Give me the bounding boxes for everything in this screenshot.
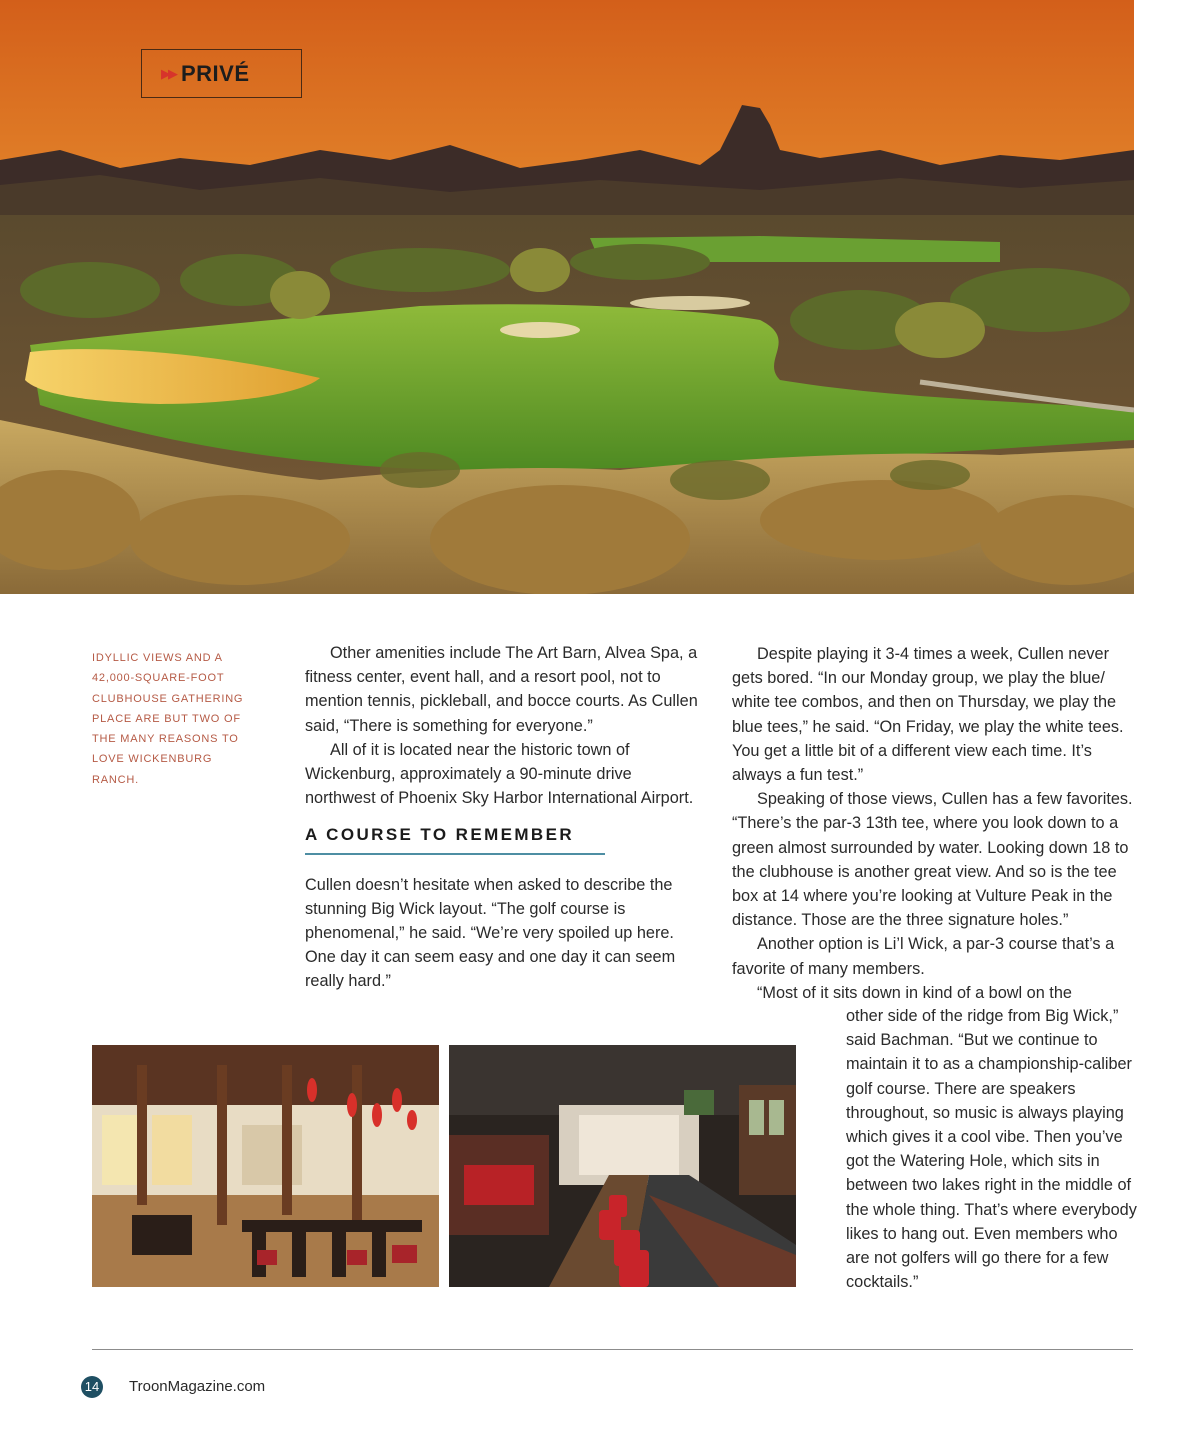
paragraph: All of it is located near the historic town of Wickenburg, approximately a 90-minute drive northwest of Phoenix Sky Harbor International Airport. xyxy=(305,740,694,808)
footer-rule xyxy=(92,1349,1133,1350)
site-url[interactable]: TroonMagazine.com xyxy=(129,1378,266,1395)
photo-caption: IDYLLIC VIEWS AND A 42,000-SQUARE-FOOT CLUBHOUSE GATHERING PLACE ARE BUT TWO OF THE MANY REASONS TO LOVE WICKENBURG RANCH. xyxy=(92,652,244,786)
paragraph-lead: “Most of it sits down in kind of a bowl on the xyxy=(757,983,1072,1002)
article-column-2-wrap xyxy=(846,1004,1138,1294)
section-tag-label: PRIVÉ xyxy=(181,60,250,86)
paragraph: Another option is Li’l Wick, a par-3 course that’s a favorite of many members. xyxy=(732,935,1115,978)
dining-room-photo xyxy=(92,1045,439,1287)
paragraph-continued: other side of the ridge from Big Wick,” said Bachman. “But we continue to maintain it to as a championship-caliber golf course. There are speakers throughout, so music is always playing which gives it a cool vibe. Then you’ve got the Watering Hole, which sits in between two lakes right in the middle of the whole thing. That’s where everybody likes to hang out. Even members who are not golfers will go there for a few cocktails.” xyxy=(846,1007,1137,1292)
paragraph: Speaking of those views, Cullen has a few favorites. “There’s the par-3 13th tee, where you look down to a green almost surrounded by water. Looking down 18 to the clubhouse is another great view. And so is the tee box at 14 where you’re looking at Vulture Peak in the distance. Those are the three signature holes.” xyxy=(732,790,1133,930)
paragraph: Other amenities include The Art Barn, Alvea Spa, a fitness center, event hall, and a resort pool, not to mention tennis, pickleball, and bocce courts. As Cullen said, “There is something for everyone.” xyxy=(305,644,698,735)
paragraph: Cullen doesn’t hesitate when asked to describe the stunning Big Wick layout. “The golf course is phenomenal,” he said. “We’re very spoiled up here. One day it can seem easy and one day it can seem really hard.” xyxy=(305,875,676,991)
paragraph: Despite playing it 3-4 times a week, Cullen never gets bored. “In our Monday group, we play the blue/ white tee combos, and then on Thursday, we play the blue tees,” he said. “On Friday, we play the white tees. You get a little bit of a different view each time. It’s always a fun test.” xyxy=(732,645,1124,785)
bar-photo xyxy=(449,1045,796,1287)
page-number: 14 xyxy=(81,1376,103,1398)
section-tag xyxy=(141,49,302,98)
article-column-1 xyxy=(305,641,705,994)
double-arrow-icon: ▶▶ xyxy=(161,65,175,81)
clubhouse-bar-image xyxy=(449,1045,796,1287)
clubhouse-dining-room-image xyxy=(92,1045,439,1287)
article-column-2 xyxy=(732,642,1136,1005)
section-subheading: A COURSE TO REMEMBER xyxy=(305,823,705,854)
